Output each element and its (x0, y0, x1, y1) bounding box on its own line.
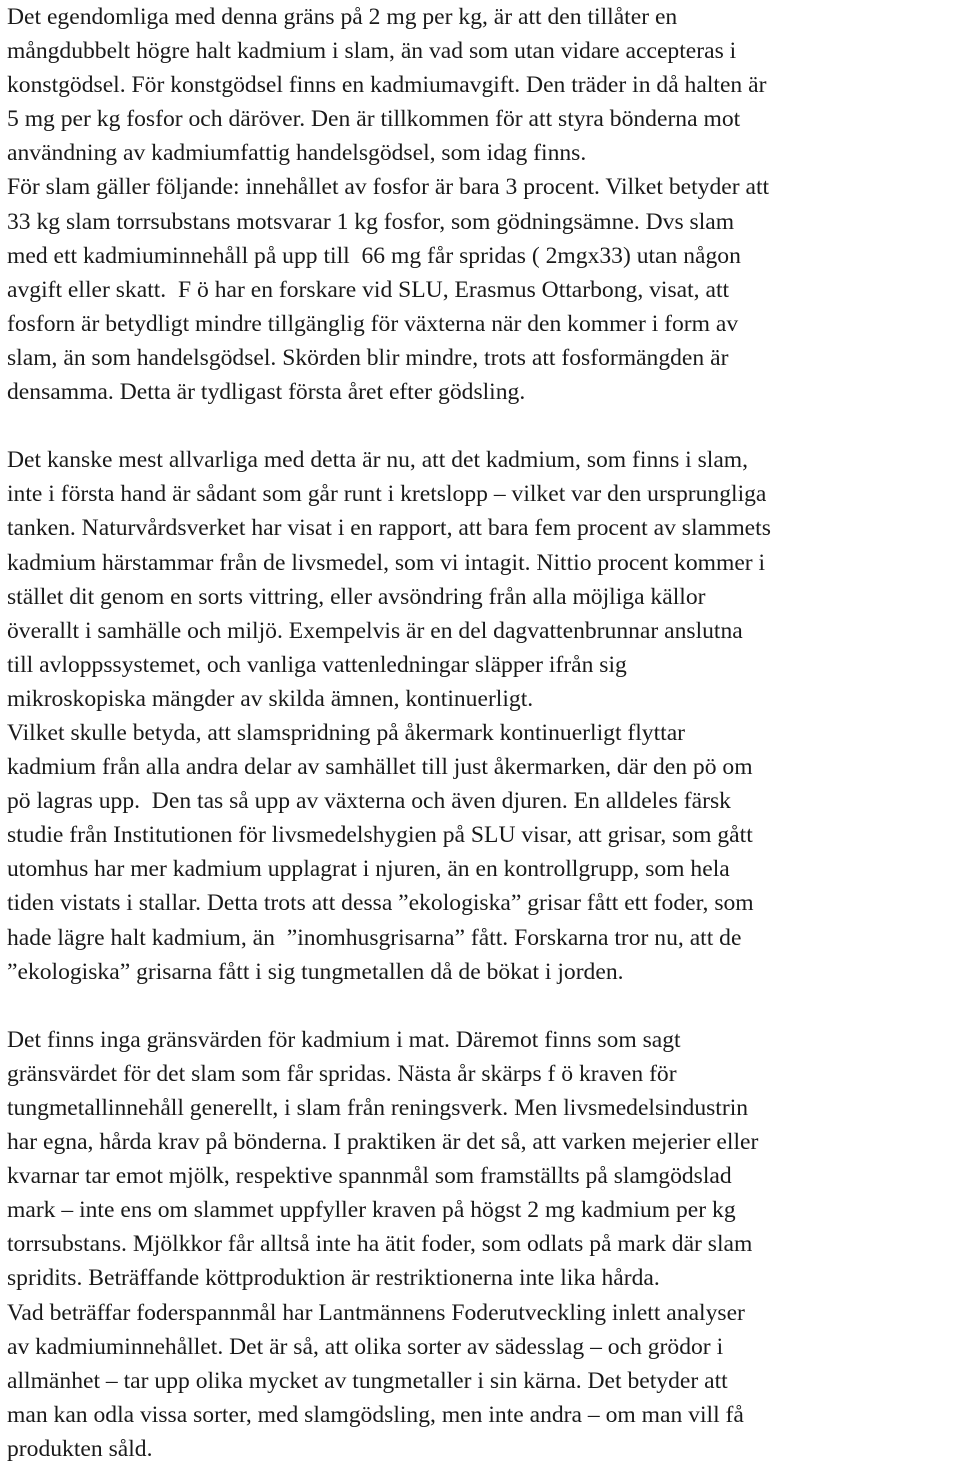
text-line: av kadmiuminnehållet. Det är så, att olika sorter av sädesslag – och grödor i (7, 1333, 724, 1360)
text-line: tanken. Naturvårdsverket har visat i en rapport, att bara fem procent av slammets (7, 515, 771, 542)
text-line: stället dit genom en sorts vittring, eller avsöndring från alla möjliga källor (7, 583, 706, 610)
text-line: slam, än som handelsgödsel. Skörden blir mindre, trots att fosformängden är (7, 344, 729, 371)
text-line: allmänhet – tar upp olika mycket av tungmetaller i sin kärna. Det betyder att (7, 1367, 728, 1394)
text-line: överallt i samhälle och miljö. Exempelvis är en del dagvattenbrunnar anslutna (7, 617, 743, 644)
text-line: avgift eller skatt. F ö har en forskare vid SLU, Erasmus Ottarbong, visat, att (7, 276, 730, 303)
text-line: mångdubbelt högre halt kadmium i slam, än vad som utan vidare accepteras i (7, 38, 737, 65)
document-page (7, 0, 957, 1466)
text-line: Det finns inga gränsvärden för kadmium i mat. Däremot finns som sagt (7, 1026, 681, 1053)
text-line: utomhus har mer kadmium upplagrat i njuren, än en kontrollgrupp, som hela (7, 856, 730, 883)
text-line: har egna, hårda krav på bönderna. I praktiken är det så, att varken mejerier eller (7, 1129, 759, 1156)
text-line: gränsvärdet för det slam som får spridas. Nästa år skärps f ö kraven för (7, 1060, 677, 1087)
text-line: 33 kg slam torrsubstans motsvarar 1 kg fosfor, som gödningsämne. Dvs slam (7, 208, 735, 235)
text-line: mikroskopiska mängder av skilda ämnen, kontinuerligt. (7, 685, 534, 712)
text-line: studie från Institutionen för livsmedelshygien på SLU visar, att grisar, som gått (7, 822, 753, 849)
text-line: tiden vistats i stallar. Detta trots att dessa ”ekologiska” grisar fått ett foder, som (7, 890, 754, 917)
paragraph-gap (7, 409, 957, 443)
text-line: pö lagras upp. Den tas så upp av växterna och även djuren. En alldeles färsk (7, 788, 731, 815)
text-line: kadmium härstammar från de livsmedel, som vi intagit. Nittio procent kommer i (7, 549, 766, 576)
text-line: Det kanske mest allvarliga med detta är nu, att det kadmium, som finns i slam, (7, 447, 749, 474)
text-line: med ett kadmiuminnehåll på upp till 66 mg får spridas ( 2mgx33) utan någon (7, 242, 741, 269)
text-line: torrsubstans. Mjölkkor får alltså inte ha ätit foder, som odlats på mark där slam (7, 1231, 753, 1258)
paragraph-1 (7, 0, 957, 409)
text-line: produkten såld. (7, 1435, 153, 1462)
text-line: Vad beträffar foderspannmål har Lantmännens Foderutveckling inlett analyser (7, 1299, 745, 1326)
text-line: till avloppssystemet, och vanliga vattenledningar släpper ifrån sig (7, 651, 627, 678)
text-line: hade lägre halt kadmium, än ”inomhusgrisarna” fått. Forskarna tror nu, att de (7, 924, 742, 951)
paragraph-3 (7, 1023, 957, 1466)
text-line: spridits. Beträffande köttproduktion är restriktionerna inte lika hårda. (7, 1265, 660, 1292)
text-line: man kan odla vissa sorter, med slamgödsling, men inte andra – om man vill få (7, 1401, 744, 1428)
paragraph-2 (7, 443, 957, 989)
text-line: konstgödsel. För konstgödsel finns en kadmiumavgift. Den träder in då halten är (7, 72, 767, 99)
text-line: användning av kadmiumfattig handelsgödsel, som idag finns. (7, 140, 587, 167)
text-line: Vilket skulle betyda, att slamspridning på åkermark kontinuerligt flyttar (7, 719, 686, 746)
text-line: Det egendomliga med denna gräns på 2 mg per kg, är att den tillåter en (7, 4, 678, 30)
text-line: kadmium från alla andra delar av samhället till just åkermarken, där den pö om (7, 754, 753, 781)
text-line: densamma. Detta är tydligast första året efter gödsling. (7, 379, 526, 406)
paragraph-gap (7, 989, 957, 1023)
text-line: ”ekologiska” grisarna fått i sig tungmetallen då de bökat i jorden. (7, 958, 624, 985)
text-line: För slam gäller följande: innehållet av fosfor är bara 3 procent. Vilket betyder att (7, 174, 770, 201)
text-line: mark – inte ens om slammet uppfyller kraven på högst 2 mg kadmium per kg (7, 1197, 736, 1224)
text-line: inte i första hand är sådant som går runt i kretslopp – vilket var den ursprungliga (7, 481, 767, 508)
text-line: tungmetallinnehåll generellt, i slam från reningsverk. Men livsmedelsindustrin (7, 1095, 749, 1121)
text-line: kvarnar tar emot mjölk, respektive spannmål som framställts på slamgödslad (7, 1163, 732, 1190)
text-line: fosforn är betydligt mindre tillgänglig för växterna när den kommer i form av (7, 310, 739, 337)
text-line: 5 mg per kg fosfor och däröver. Den är tillkommen för att styra bönderna mot (7, 106, 741, 133)
